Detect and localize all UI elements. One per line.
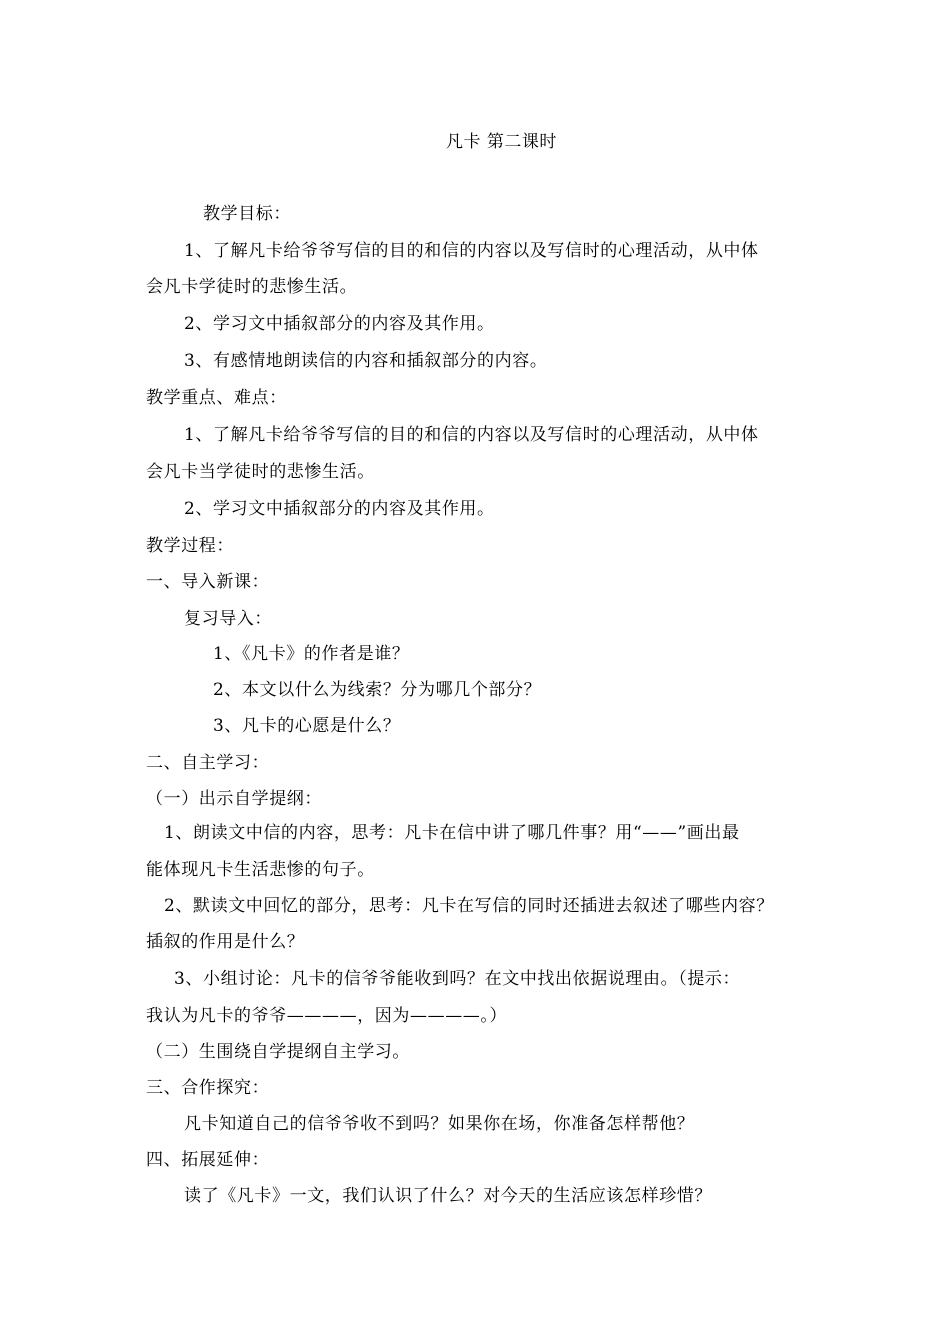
objective-1-line-2: 会凡卡学徒时的悲惨生活。 <box>146 277 358 297</box>
review-question-2: 2、本文以什么为线索？分为哪几个部分？ <box>213 680 542 700</box>
section-heading-process: 教学过程： <box>146 536 234 556</box>
outline-item-2-line-2: 插叙的作用是什么？ <box>146 932 305 952</box>
outline-item-1-line-2: 能体现凡卡生活悲惨的句子。 <box>146 860 375 880</box>
cooperation-question: 凡卡知道自己的信爷爷收不到吗？如果你在场，你准备怎样帮他？ <box>184 1114 695 1134</box>
objective-1-line-1: 1、了解凡卡给爷爷写信的目的和信的内容以及写信时的心理活动，从中体 <box>184 241 759 261</box>
self-study-activity: （二）生围绕自学提纲自主学习。 <box>146 1042 410 1062</box>
outline-item-2-line-1: 2、默读文中回忆的部分，思考：凡卡在写信的同时还插进去叙述了哪些内容？ <box>164 896 774 916</box>
step-1-heading: 一、导入新课： <box>146 572 270 592</box>
objective-2: 2、学习文中插叙部分的内容及其作用。 <box>184 314 495 334</box>
key-point-2: 2、学习文中插叙部分的内容及其作用。 <box>184 499 495 519</box>
extension-question: 读了《凡卡》一文，我们认识了什么？对今天的生活应该怎样珍惜？ <box>184 1186 712 1206</box>
key-point-1-line-2: 会凡卡当学徒时的悲惨生活。 <box>146 462 375 482</box>
step-3-heading: 三、合作探究： <box>146 1078 270 1098</box>
step-4-heading: 四、拓展延伸： <box>146 1150 270 1170</box>
key-point-1-line-1: 1、了解凡卡给爷爷写信的目的和信的内容以及写信时的心理活动，从中体 <box>184 425 759 445</box>
outline-item-1-line-1: 1、朗读文中信的内容，思考：凡卡在信中讲了哪几件事？用“——”画出最 <box>164 823 740 843</box>
document-title: 凡卡 第二课时 <box>446 132 557 152</box>
review-intro: 复习导入： <box>184 609 272 629</box>
objective-3: 3、有感情地朗读信的内容和插叙部分的内容。 <box>184 351 548 371</box>
self-study-outline-heading: （一）出示自学提纲： <box>146 789 322 809</box>
review-question-1: 1、《凡卡》的作者是谁？ <box>213 644 410 664</box>
step-2-heading: 二、自主学习： <box>146 753 270 773</box>
section-heading-key-points: 教学重点、难点： <box>146 388 287 408</box>
outline-item-3-line-1: 3、小组讨论：凡卡的信爷爷能收到吗？在文中找出依据说理由。（提示： <box>174 969 741 989</box>
outline-item-3-line-2: 我认为凡卡的爷爷————，因为————。） <box>146 1006 508 1026</box>
review-question-3: 3、凡卡的心愿是什么？ <box>213 716 401 736</box>
section-heading-objectives: 教学目标： <box>203 204 291 224</box>
